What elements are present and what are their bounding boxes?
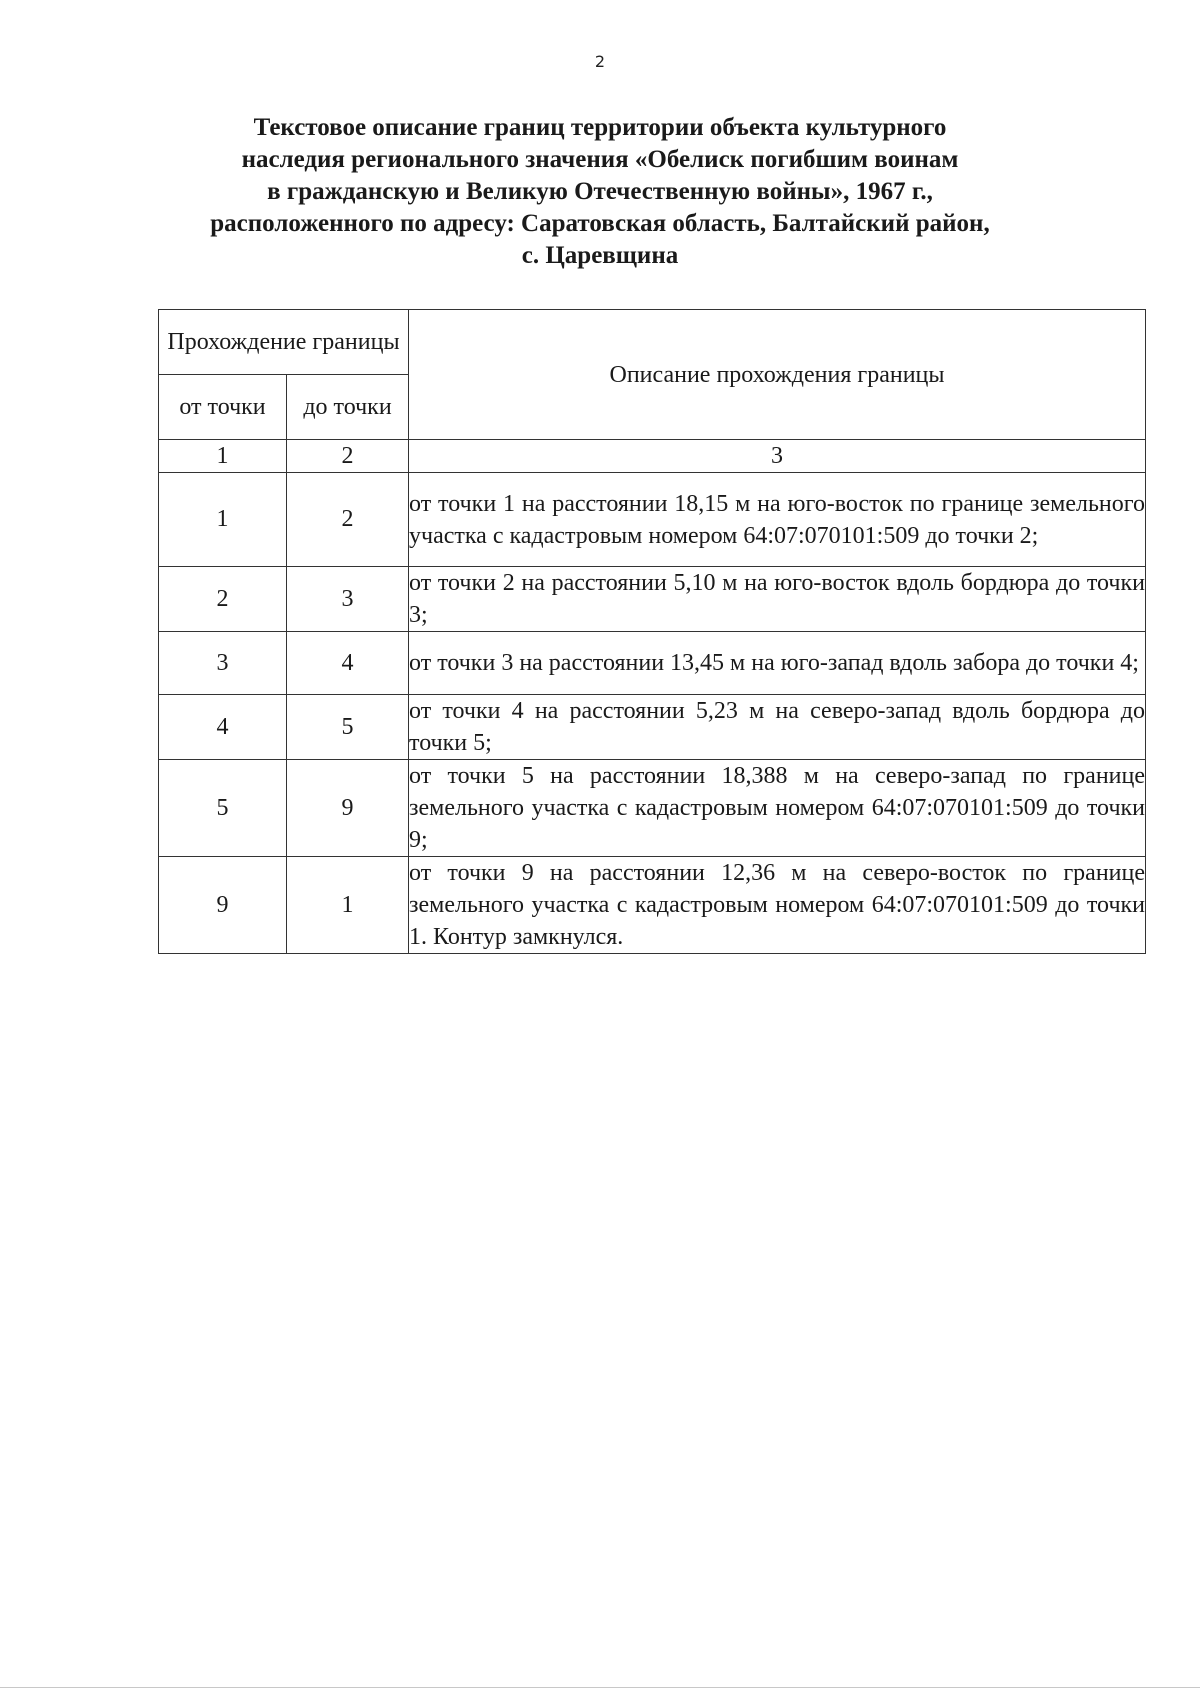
to-point-cell: 5 bbox=[287, 695, 409, 760]
title-line: расположенного по адресу: Саратовская область, Балтайский район, bbox=[210, 210, 990, 237]
boundary-table bbox=[158, 309, 1146, 954]
description-cell: от точки 3 на расстоянии 13,45 м на юго-запад вдоль забора до точки 4; bbox=[409, 632, 1146, 695]
table-row bbox=[159, 760, 1146, 857]
from-point-cell: 4 bbox=[159, 695, 287, 760]
title-line: наследия регионального значения «Обелиск погибшим воинам bbox=[241, 146, 959, 173]
from-point-cell: 3 bbox=[159, 632, 287, 695]
to-point-cell: 9 bbox=[287, 760, 409, 857]
title-line: с. Царевщина bbox=[521, 242, 679, 269]
column-number: 1 bbox=[159, 440, 287, 473]
description-cell: от точки 2 на расстоянии 5,10 м на юго-восток вдоль бордюра до точки 3; bbox=[409, 567, 1146, 632]
to-point-cell: 3 bbox=[287, 567, 409, 632]
column-number: 3 bbox=[409, 440, 1146, 473]
header-to-point: до точки bbox=[287, 375, 409, 440]
column-number: 2 bbox=[287, 440, 409, 473]
table-row bbox=[159, 473, 1146, 567]
table-row bbox=[159, 567, 1146, 632]
to-point-cell: 1 bbox=[287, 857, 409, 954]
header-from-point: от точки bbox=[159, 375, 287, 440]
page-number: 2 bbox=[594, 52, 606, 71]
description-cell: от точки 4 на расстоянии 5,23 м на северо-запад вдоль бордюра до точки 5; bbox=[409, 695, 1146, 760]
title-line: Текстовое описание границ территории объекта культурного bbox=[253, 114, 947, 141]
scan-edge-divider bbox=[0, 1687, 1200, 1688]
description-cell: от точки 1 на расстоянии 18,15 м на юго-восток по границе земельного участка с кадастровым номером 64:07:070101:509 до точки 2; bbox=[409, 473, 1146, 567]
column-number-row bbox=[159, 440, 1146, 473]
header-boundary-passage: Прохождение границы bbox=[159, 310, 409, 375]
from-point-cell: 1 bbox=[159, 473, 287, 567]
from-point-cell: 2 bbox=[159, 567, 287, 632]
header-row bbox=[159, 310, 1146, 375]
table-row bbox=[159, 632, 1146, 695]
table-row bbox=[159, 695, 1146, 760]
description-cell: от точки 9 на расстоянии 12,36 м на северо-восток по границе земельного участка с кадастровым номером 64:07:070101:509 до точки 1. Контур замкнулся. bbox=[409, 857, 1146, 954]
to-point-cell: 2 bbox=[287, 473, 409, 567]
from-point-cell: 9 bbox=[159, 857, 287, 954]
document-title bbox=[150, 112, 1050, 272]
from-point-cell: 5 bbox=[159, 760, 287, 857]
table-row bbox=[159, 857, 1146, 954]
title-line: в гражданскую и Великую Отечественную войны», 1967 г., bbox=[267, 178, 933, 205]
header-description: Описание прохождения границы bbox=[409, 310, 1146, 440]
description-cell: от точки 5 на расстоянии 18,388 м на северо-запад по границе земельного участка с кадастровым номером 64:07:070101:509 до точки 9; bbox=[409, 760, 1146, 857]
to-point-cell: 4 bbox=[287, 632, 409, 695]
